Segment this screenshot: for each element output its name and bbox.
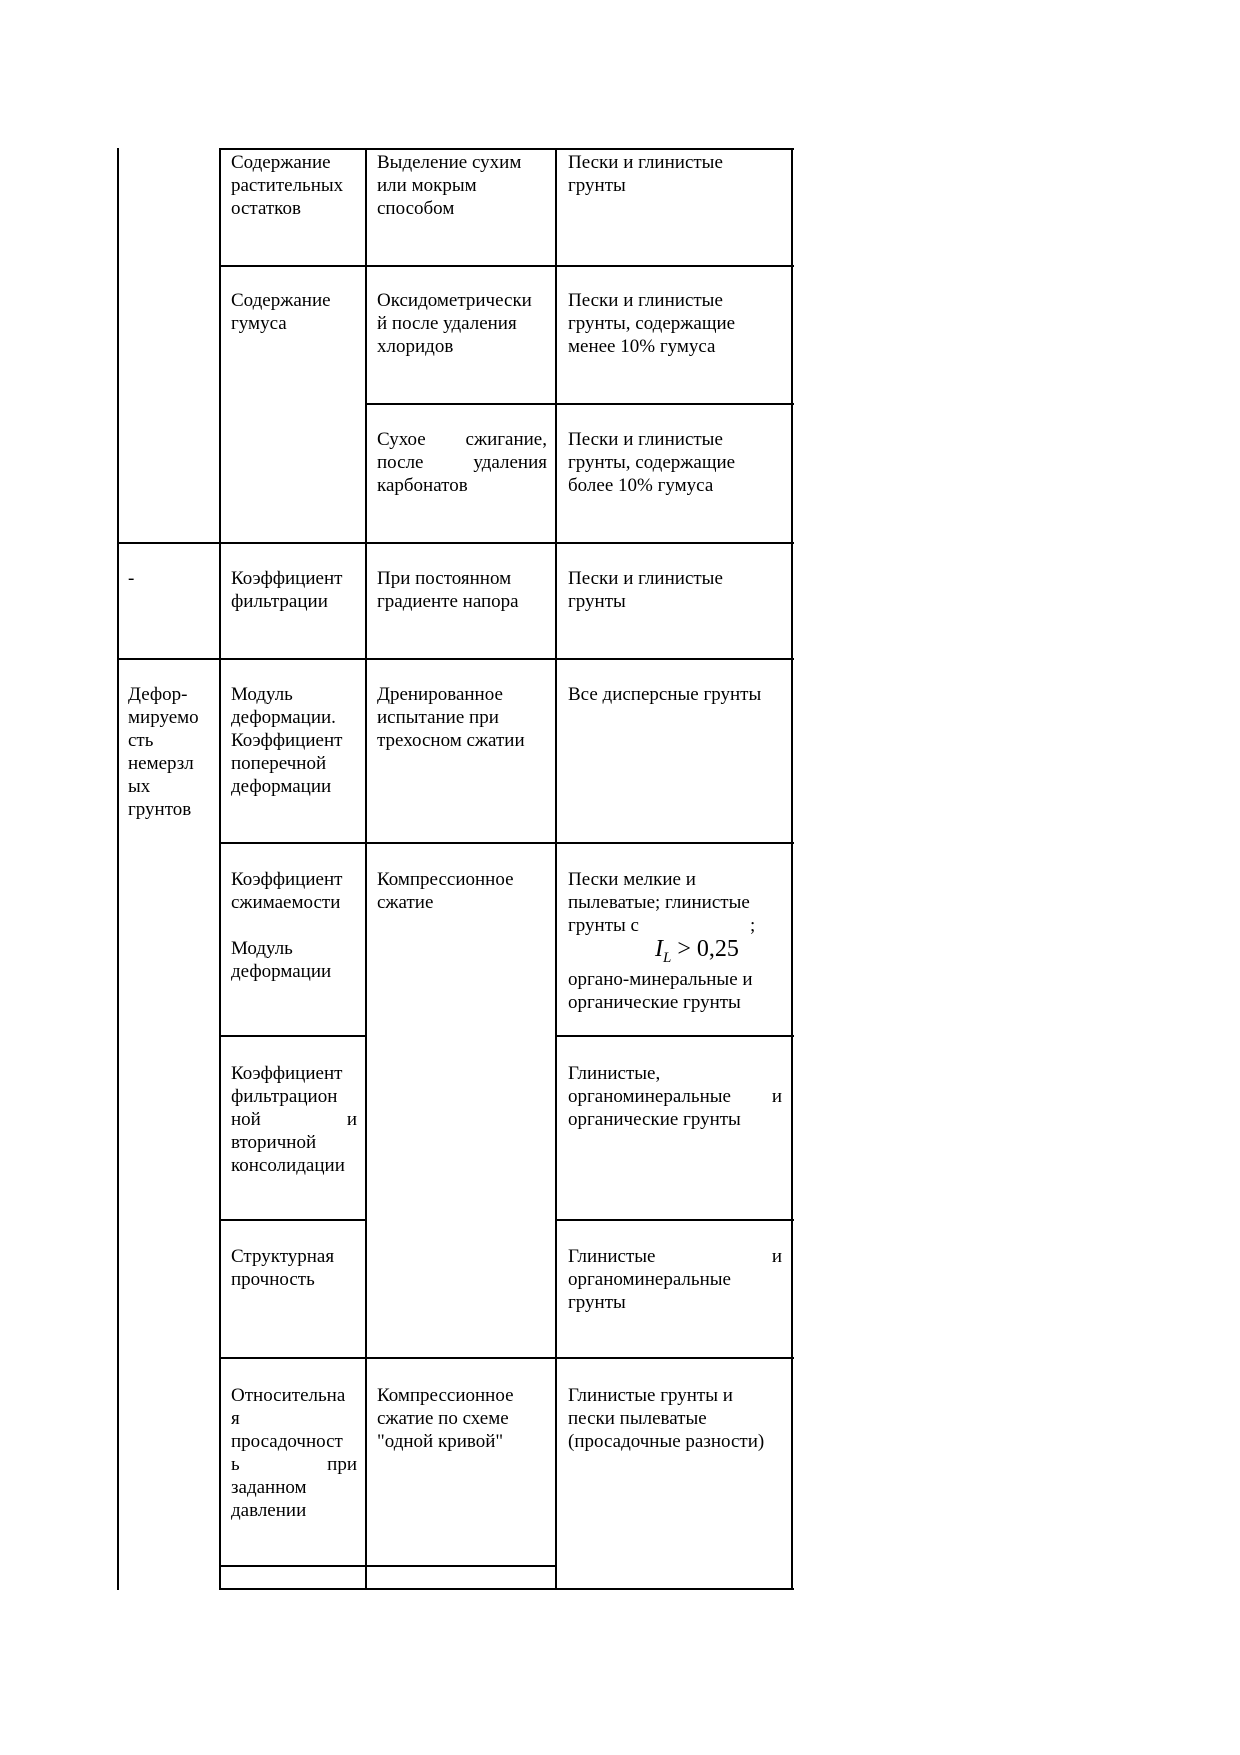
cell-method-line: карбонатов — [377, 475, 468, 496]
cell-soil-type: Пески и глинистые грунты, содержащие более 10% гумуса — [568, 429, 736, 496]
column-border — [219, 148, 221, 1590]
cell-indicator-line: давлении — [231, 1500, 307, 1521]
cell-indicator-line: фильтрацион — [231, 1086, 338, 1107]
row-border — [556, 1035, 794, 1037]
formula-variable: I — [655, 936, 663, 962]
cell-soil-type: Все дисперсные грунты — [568, 684, 762, 705]
cell-indicator-line: ь при — [231, 1454, 357, 1475]
cell-indicator: Модуль деформации. Коэффициент поперечной деформации — [231, 684, 343, 797]
cell-method: Оксидометрически й после удаления хлоридов — [377, 290, 532, 357]
cell-indicator-line: консолидации — [231, 1155, 345, 1176]
cell-indicator: Структурная прочность — [231, 1246, 335, 1290]
cell-indicator: Содержание растительных остатков — [231, 152, 344, 219]
row-border — [219, 1035, 367, 1037]
cell-soil-type-line: Глинистые и — [568, 1246, 782, 1267]
cell-method: Выделение сухим или мокрым способом — [377, 152, 522, 219]
row-border — [219, 265, 794, 267]
cell-soil-type-line: органоминеральные — [568, 1269, 731, 1290]
cell-indicator-line: ной и — [231, 1109, 357, 1130]
column-border — [555, 148, 557, 1590]
cell-group: Дефор- мируемо сть немерзл ых грунтов — [128, 684, 199, 820]
cell-method-line: Сухое сжигание, — [377, 429, 547, 450]
cell-method-line: после удаления — [377, 452, 547, 473]
cell-method: Дренированное испытание при трехосном сжатии — [377, 684, 525, 751]
cell-soil-type-line: органические грунты — [568, 1109, 741, 1130]
formula-operator: > — [677, 936, 691, 962]
cell-soil-type-line: органоминеральные и — [568, 1086, 782, 1107]
formula-value: 0,25 — [696, 936, 739, 962]
cell-method: Компрессионное сжатие — [377, 869, 514, 913]
row-border — [219, 1565, 557, 1567]
cell-method: Компрессионное сжатие по схеме "одной кривой" — [377, 1385, 514, 1452]
cell-indicator-line: вторичной — [231, 1132, 317, 1153]
column-border — [365, 148, 367, 1590]
column-border — [791, 148, 793, 1590]
cell-indicator: Коэффициент фильтрации — [231, 568, 343, 612]
row-border — [219, 842, 794, 844]
cell-indicator: Содержание гумуса — [231, 290, 331, 334]
row-border — [219, 1357, 794, 1359]
row-border — [366, 403, 794, 405]
cell-indicator-line: заданном — [231, 1477, 307, 1498]
cell-indicator-line: Коэффициент — [231, 1063, 343, 1084]
cell-soil-type: Пески и глинистые грунты, содержащие менее 10% гумуса — [568, 290, 736, 357]
cell-semicolon: ; — [750, 915, 756, 936]
formula-il — [655, 935, 739, 972]
cell-soil-type: Глинистые грунты и пески пылеватые (просадочные разности) — [568, 1385, 765, 1452]
cell-group: - — [128, 568, 135, 589]
cell-soil-type: Пески мелкие и пылеватые; глинистые грунты с — [568, 869, 750, 936]
row-border — [219, 1219, 367, 1221]
cell-soil-type: Пески и глинистые грунты — [568, 152, 723, 196]
cell-soil-type: органо-минеральные и органические грунты — [568, 969, 753, 1013]
cell-indicator-line: я — [231, 1408, 240, 1429]
column-border — [117, 148, 119, 1590]
cell-soil-type-line: Глинистые, — [568, 1063, 661, 1084]
row-border — [219, 1588, 794, 1590]
cell-indicator-line: Относительна — [231, 1385, 346, 1406]
row-border — [219, 148, 794, 150]
cell-soil-type-line: грунты — [568, 1292, 626, 1313]
cell-method: При постоянном градиенте напора — [377, 568, 519, 612]
cell-indicator: Коэффициент сжимаемости Модуль деформации — [231, 869, 343, 982]
cell-soil-type: Пески и глинистые грунты — [568, 568, 723, 612]
cell-indicator-line: просадочност — [231, 1431, 343, 1452]
formula-subscript: L — [663, 949, 672, 966]
row-border — [556, 1219, 794, 1221]
